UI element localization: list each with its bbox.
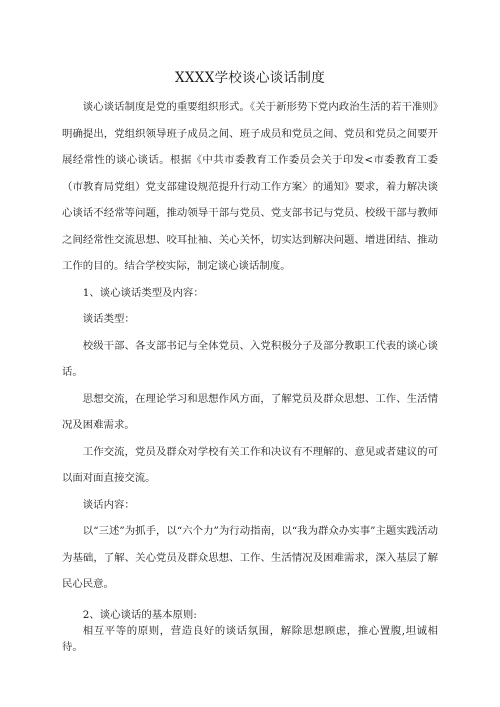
document-title: XXXX学校谈心谈话制度 — [174, 70, 326, 86]
paragraph-intro: 谈心谈话制度是党的重要组织形式。《关于新形势下党内政治生活的若干准则》明确提出，党组织领导班子成员之间、班子成员和党员之间、党员和党员之间要开展经常性的谈心谈话。根据《中共市委教育工作委员会关于印发<市委教育工委（市教育局党组）党支部建设规范提升行动工作方案〉的通知》要求，着力解决谈心谈话不经常等问题，推动领导干部与党员、党支部书记与党员、校级干部与教师之间经常性交流思想、咬耳扯袖、关心关怀，切实达到解决问题、增进团结、推动工作的目的。结合学校实际，制定谈心谈话制度。 — [62, 101, 438, 272]
section-heading-1: 1、谈心谈话类型及内容： — [82, 286, 204, 299]
paragraph-work-exchange: 工作交流，党员及群众对学校有关工作和决议有不理解的、意见或者建议的可以面对面直接交流。 — [62, 445, 438, 484]
paragraph-talk-content: 以“三述”为抓手，以“六个力”为行动指南，以“我为群众办实事”主题实践活动为基础，了解、关心党员及群众思想、工作、生活情况及困难需求，深入基层了解民心民意。 — [62, 525, 438, 590]
subheading-talk-types: 谈话类型： — [82, 313, 135, 325]
paragraph-principle-equality: 相互平等的原则，营造良好的谈话氛围，解除思想顾虑，推心置腹,坦诚相待。 — [62, 624, 438, 653]
document-body — [62, 94, 438, 655]
paragraph-thought-exchange: 思想交流，在理论学习和思想作风方面，了解党员及群众思想、工作、生活情况及困难需求。 — [62, 392, 438, 431]
section-heading-2: 2、谈心谈话的基本原则: — [82, 608, 197, 621]
subheading-talk-content: 谈话内容： — [82, 498, 135, 511]
paragraph-talk-participants: 校级干部、各支部书记与全体党员、入党积极分子及部分教职工代表的谈心谈话。 — [62, 339, 438, 378]
